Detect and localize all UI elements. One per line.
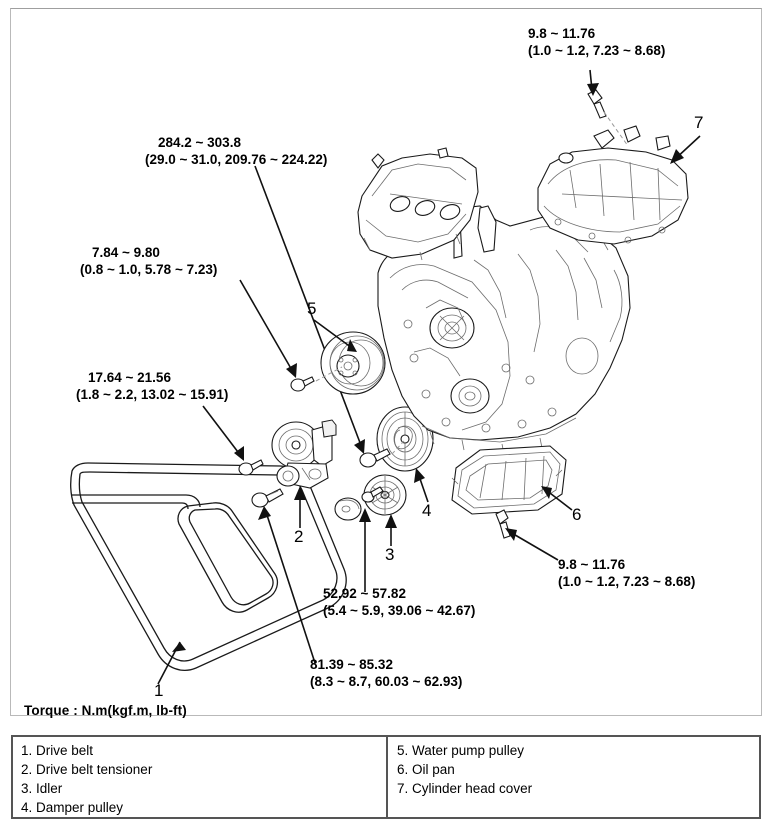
oil-pan-bolt: [496, 510, 510, 538]
callout-number-1: 1: [154, 681, 164, 700]
legend-item: 4. Damper pulley: [21, 800, 124, 815]
callout-number-2: 2: [294, 527, 304, 546]
torque-label-line2: (8.3 ~ 8.7, 60.03 ~ 62.93): [310, 674, 463, 689]
torque-label-line1: 52.92 ~ 57.82: [323, 586, 406, 601]
callout-leader-oilpan-torque: [505, 528, 558, 560]
torque-label-line2: (0.8 ~ 1.0, 5.78 ~ 7.23): [80, 262, 218, 277]
callout-leader-4: [414, 468, 428, 502]
idler-spacer: [335, 498, 361, 520]
callout-leader-2: [294, 486, 306, 528]
parts-legend-table: [11, 735, 761, 819]
callout-leader-idler-torque: [359, 508, 371, 592]
idler-upper-bolt: [239, 460, 263, 475]
legend-item: 1. Drive belt: [21, 743, 94, 758]
legend-left-column: [13, 737, 386, 817]
water-pump-pulley-part: [321, 332, 385, 394]
legend-item: 7. Cylinder head cover: [397, 781, 533, 796]
callout-number-7: 7: [694, 113, 704, 132]
torque-label-line1: 17.64 ~ 21.56: [88, 370, 171, 385]
legend-item: 6. Oil pan: [397, 762, 455, 777]
torque-label-line2: (29.0 ~ 31.0, 209.76 ~ 224.22): [145, 152, 328, 167]
torque-label-line1: 9.8 ~ 11.76: [528, 26, 596, 41]
tensioner-bolt: [252, 489, 283, 507]
callout-leader-7: [670, 136, 700, 164]
oil-pan-part: [452, 446, 566, 514]
torque-label-line2: (1.0 ~ 1.2, 7.23 ~ 8.68): [528, 43, 666, 58]
drive-belt-part: [71, 463, 346, 670]
callout-leader-1: [158, 642, 186, 684]
callout-number-6: 6: [572, 505, 582, 524]
legend-item: 2. Drive belt tensioner: [21, 762, 153, 777]
drive-belt-tensioner-part: [272, 420, 336, 488]
callout-number-5: 5: [307, 299, 317, 318]
legend-item: 5. Water pump pulley: [397, 743, 525, 758]
torque-label-line2: (1.0 ~ 1.2, 7.23 ~ 8.68): [558, 574, 696, 589]
callout-leader-3: [385, 514, 397, 546]
torque-label-line2: (1.8 ~ 2.2, 13.02 ~ 15.91): [76, 387, 229, 402]
callout-leader-idler-upper-torque: [203, 406, 244, 461]
legend-right-column: [386, 737, 759, 817]
legend-item: 3. Idler: [21, 781, 63, 796]
torque-label-line2: (5.4 ~ 5.9, 39.06 ~ 42.67): [323, 603, 476, 618]
callout-number-4: 4: [422, 501, 432, 520]
torque-label-line1: 7.84 ~ 9.80: [92, 245, 160, 260]
engine-exploded-diagram: [10, 8, 762, 716]
callout-leader-waterpump-torque: [240, 280, 297, 378]
right-cylinder-head-cover-part: [538, 126, 688, 244]
callout-number-3: 3: [385, 545, 395, 564]
torque-label-line1: 284.2 ~ 303.8: [158, 135, 241, 150]
torque-label-line1: 81.39 ~ 85.32: [310, 657, 393, 672]
torque-label-line1: 9.8 ~ 11.76: [558, 557, 626, 572]
callout-leader-tensioner-torque: [258, 506, 315, 663]
left-cylinder-head-cover-part: [358, 148, 478, 260]
torque-unit-note: Torque : N.m(kgf.m, lb-ft): [24, 703, 187, 718]
